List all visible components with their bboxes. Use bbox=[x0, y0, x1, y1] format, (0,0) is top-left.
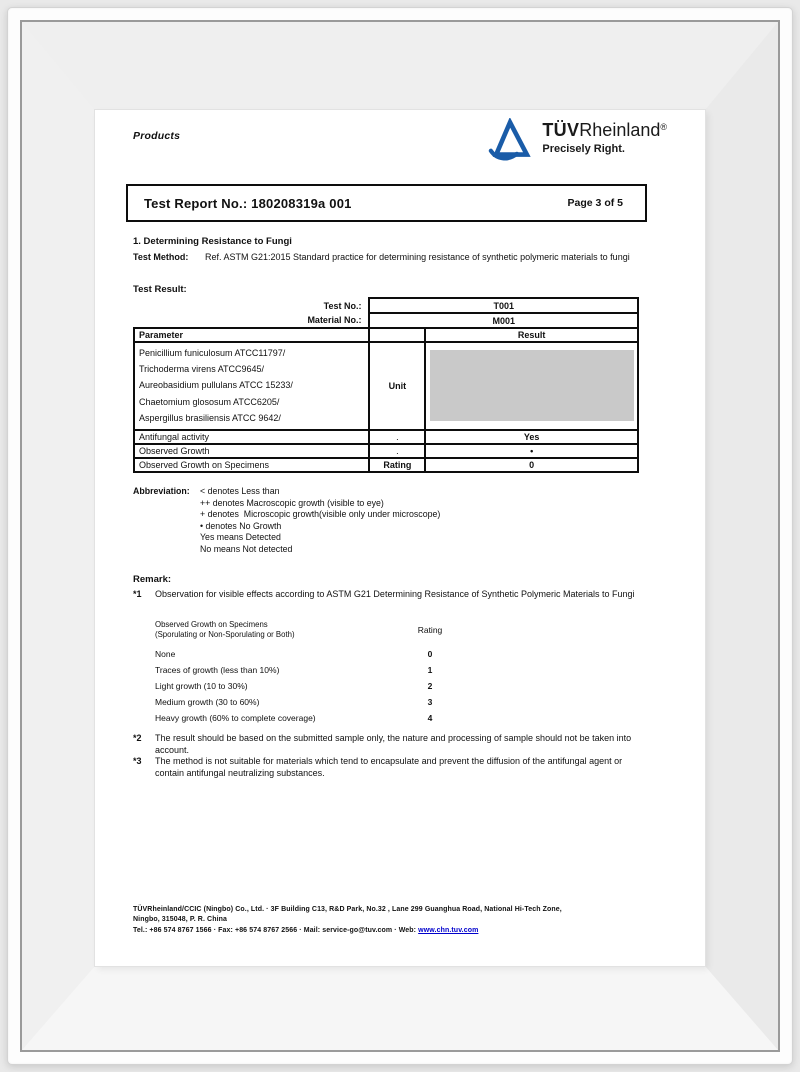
rating-header-rating: Rating bbox=[417, 624, 443, 635]
report-number-box bbox=[126, 184, 647, 222]
rating-row: None 0 bbox=[155, 649, 433, 659]
footer-contact-line: Tel.: +86 574 8767 1566 · Fax: +86 574 8767 2566 · Mail: service-go@tuv.com · Web: www.chn.tuv.com bbox=[133, 926, 479, 934]
rating-header-specimens: Observed Growth on Specimens (Sporulating or Non-Sporulating or Both) bbox=[155, 620, 295, 639]
rating-row: Medium growth (30 to 60%) 3 bbox=[155, 697, 433, 707]
website-link[interactable]: www.chn.tuv.com bbox=[418, 926, 479, 934]
column-header-mid bbox=[369, 328, 425, 342]
remark-item-2 bbox=[133, 733, 641, 756]
rating-scale-table bbox=[155, 620, 485, 726]
abbreviation-lines bbox=[200, 486, 440, 555]
test-no-label: Test No.: bbox=[323, 300, 362, 311]
registered-mark: ® bbox=[660, 122, 667, 132]
abbreviation-label: Abbreviation: bbox=[133, 486, 190, 496]
rating-row: Traces of growth (less than 10%) 1 bbox=[155, 665, 433, 675]
mid-cell: . bbox=[369, 444, 425, 458]
test-result-label: Test Result: bbox=[133, 284, 187, 295]
material-no-value: M001 bbox=[369, 313, 638, 328]
logo-tagline: Precisely Right. bbox=[542, 143, 625, 155]
fungi-parameter-cell: Penicillium funiculosum ATCC11797/ Trichoderma virens ATCC9645/ Aureobasidium pullulans ATCC 15233/ Chaetomium glososum ATCC6205/ Aspergillus brasiliensis ATCC 9642/ bbox=[134, 342, 369, 430]
table-row bbox=[134, 313, 638, 328]
footer-address-line1: TÜVRheinland/CCIC (Ningbo) Co., Ltd. · 3F Building C13, R&D Park, No.32 , Lane 299 Guanghua Road, National Hi-Tech Zone, bbox=[133, 906, 562, 913]
fungi-unit-cell: Unit bbox=[369, 342, 425, 430]
rating-row: Heavy growth (60% to complete coverage) 4 bbox=[155, 713, 433, 723]
remark-label: Remark: bbox=[133, 574, 172, 585]
frame-mat bbox=[22, 22, 778, 1050]
remark-item-1 bbox=[133, 589, 641, 601]
logo-text bbox=[542, 116, 667, 155]
param-antifungal-activity: Antifungal activity bbox=[134, 430, 369, 444]
table-row bbox=[134, 430, 638, 444]
remark-marker: *1 bbox=[133, 589, 142, 599]
footer-address-line2: Ningbo, 315048, P. R. China bbox=[133, 916, 227, 924]
rating-row: Light growth (10 to 30%) 2 bbox=[155, 681, 433, 691]
section-heading: 1. Determining Resistance to Fungi bbox=[133, 236, 292, 247]
brand-name: TÜVRheinland® bbox=[542, 120, 667, 140]
param-observed-growth-specimens: Observed Growth on Specimens bbox=[134, 458, 369, 472]
fungi-row bbox=[134, 342, 638, 430]
test-method-row bbox=[133, 252, 657, 264]
column-header-parameter: Parameter bbox=[134, 328, 369, 342]
redacted-result-cell bbox=[425, 342, 638, 430]
remark-item-3 bbox=[133, 756, 641, 779]
table-row bbox=[134, 444, 638, 458]
document-footer bbox=[133, 905, 678, 936]
remark-text: The result should be based on the submitted sample only, the nature and processing of sample should not be taken into account. bbox=[155, 733, 632, 755]
abbreviation-line: • denotes No Growth bbox=[200, 520, 282, 531]
result-observed-growth-specimens: 0 bbox=[425, 458, 638, 472]
result-table bbox=[133, 297, 639, 473]
column-header-result: Result bbox=[425, 328, 638, 342]
redaction-box bbox=[430, 350, 634, 421]
test-report-document bbox=[95, 110, 705, 966]
abbreviation-line: Yes means Detected bbox=[200, 532, 281, 542]
mid-cell: . bbox=[369, 430, 425, 444]
abbreviation-block bbox=[133, 486, 440, 555]
remark-text: The method is not suitable for materials which tend to encapsulate and prevent the diffusion of the antifungal agent or contain antifungal neutralizing substances. bbox=[155, 756, 623, 778]
abbreviation-line: No means Not detected bbox=[200, 543, 293, 554]
remark-text: Observation for visible effects according to ASTM G21 Determining Resistance of Synthetic Polymeric Materials to Fungi bbox=[155, 589, 635, 599]
test-no-value: T001 bbox=[369, 298, 638, 313]
table-header-row bbox=[134, 328, 638, 342]
result-observed-growth: • bbox=[425, 444, 638, 458]
remark-marker: *3 bbox=[133, 756, 142, 766]
result-antifungal-activity: Yes bbox=[425, 430, 638, 444]
abbreviation-line: ++ denotes Macroscopic growth (visible to eye) bbox=[200, 497, 384, 508]
report-title: Test Report No.: 180208319a 001 bbox=[144, 195, 352, 211]
products-label: Products bbox=[133, 130, 181, 142]
rating-table-header bbox=[155, 620, 485, 639]
param-observed-growth: Observed Growth bbox=[134, 444, 369, 458]
test-method-text: Ref. ASTM G21:2015 Standard practice for determining resistance of synthetic polymeric materials to fungi bbox=[205, 252, 630, 262]
test-method-label: Test Method: bbox=[133, 252, 189, 262]
abbreviation-line: < denotes Less than bbox=[200, 486, 280, 496]
table-row bbox=[134, 298, 638, 313]
table-row bbox=[134, 458, 638, 472]
page-indicator: Page 3 of 5 bbox=[567, 197, 623, 209]
mid-cell-rating: Rating bbox=[369, 458, 425, 472]
abbreviation-line: + denotes Microscopic growth(visible only under microscope) bbox=[200, 509, 441, 519]
material-no-label: Material No.: bbox=[307, 315, 362, 325]
remark-marker: *2 bbox=[133, 733, 142, 743]
tuv-rheinland-logo bbox=[487, 116, 667, 162]
tuv-triangle-icon bbox=[487, 116, 533, 162]
picture-frame bbox=[7, 7, 793, 1065]
